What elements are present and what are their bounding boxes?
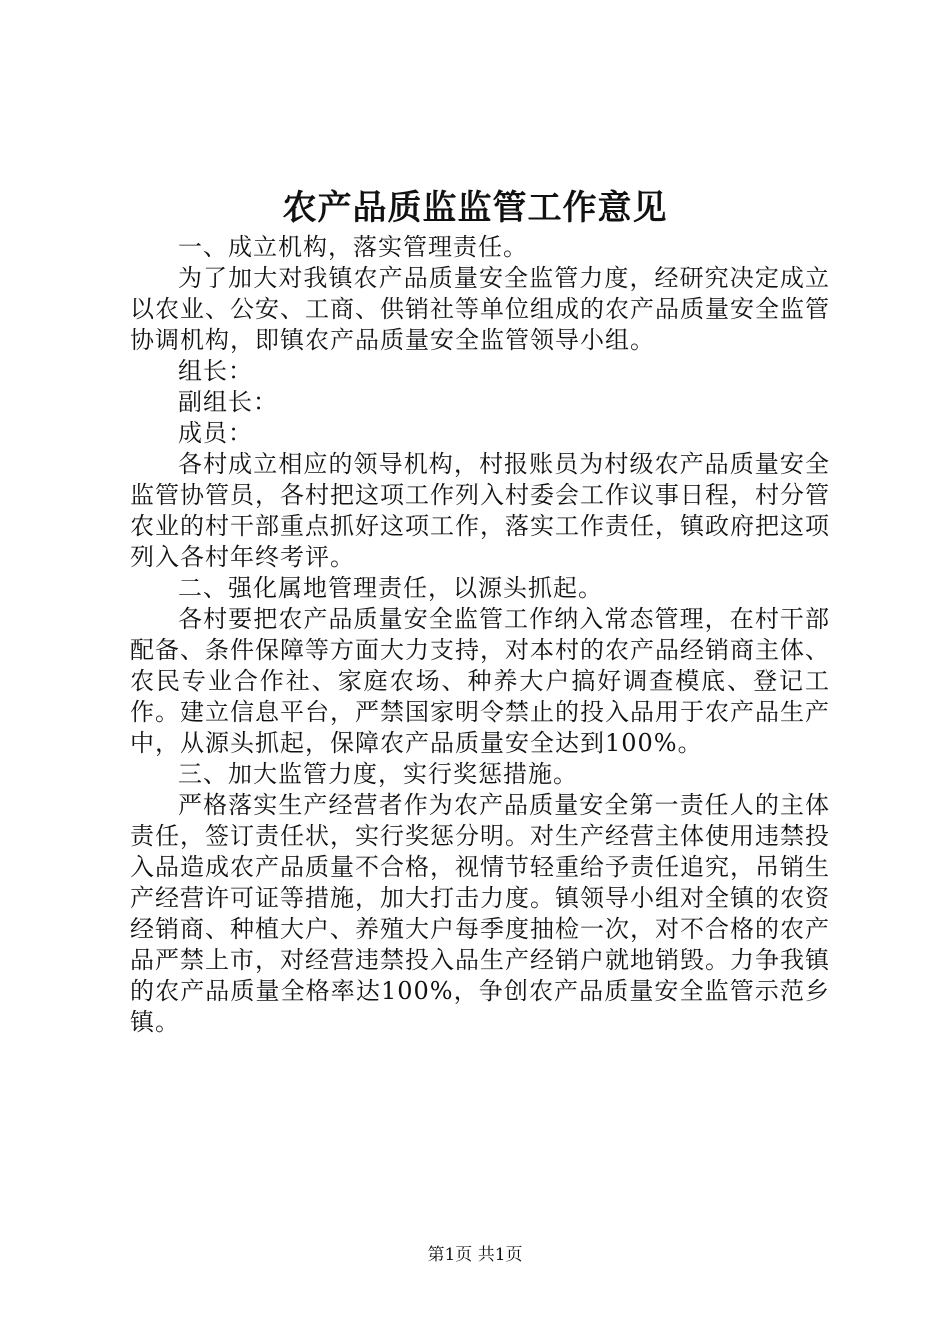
page-number-footer: 第1页 共1页 <box>427 1245 523 1265</box>
paragraph-deputy-leader: 副组长： <box>178 388 278 416</box>
paragraph: 各村成立相应的领导机构，村报账员为村级农产品质量安全监管协管员，各村把这项工作列入村委会工作议事日程，村分管农业的村干部重点抓好这项工作，落实工作责任，镇政府把这项列入各村年终考评。 <box>130 450 830 571</box>
paragraph: 为了加大对我镇农产品质量安全监管力度，经研究决定成立以农业、公安、工商、供销社等单位组成的农产品质量安全监管协调机构，即镇农产品质量安全监管领导小组。 <box>130 264 830 354</box>
document-body <box>130 232 830 1038</box>
paragraph-members: 成员： <box>178 419 253 447</box>
section-heading-1: 一、成立机构，落实管理责任。 <box>178 233 528 261</box>
section-heading-2: 二、强化属地管理责任，以源头抓起。 <box>178 574 603 602</box>
paragraph-leader: 组长： <box>178 357 253 385</box>
paragraph: 严格落实生产经营者作为农产品质量安全第一责任人的主体责任，签订责任状，实行奖惩分明。对生产经营主体使用违禁投入品造成农产品质量不合格，视情节轻重给予责任追究，吊销生产经营许可证等措施，加大打击力度。镇领导小组对全镇的农资经销商、种植大户、养殖大户每季度抽检一次，对不合格的农产品严禁上市，对经营违禁投入品生产经销户就地销毁。力争我镇的农产品质量全格率达100%，争创农产品质量安全监管示范乡镇。 <box>130 791 830 1036</box>
document-title: 农产品质监监管工作意见 <box>282 188 668 228</box>
section-heading-3: 三、加大监管力度，实行奖惩措施。 <box>178 760 578 788</box>
paragraph: 各村要把农产品质量安全监管工作纳入常态管理，在村干部配备、条件保障等方面大力支持，对本村的农产品经销商主体、农民专业合作社、家庭农场、种养大户搞好调查模底、登记工作。建立信息平台，严禁国家明令禁止的投入品用于农产品生产中，从源头抓起，保障农产品质量安全达到100%。 <box>130 605 830 757</box>
